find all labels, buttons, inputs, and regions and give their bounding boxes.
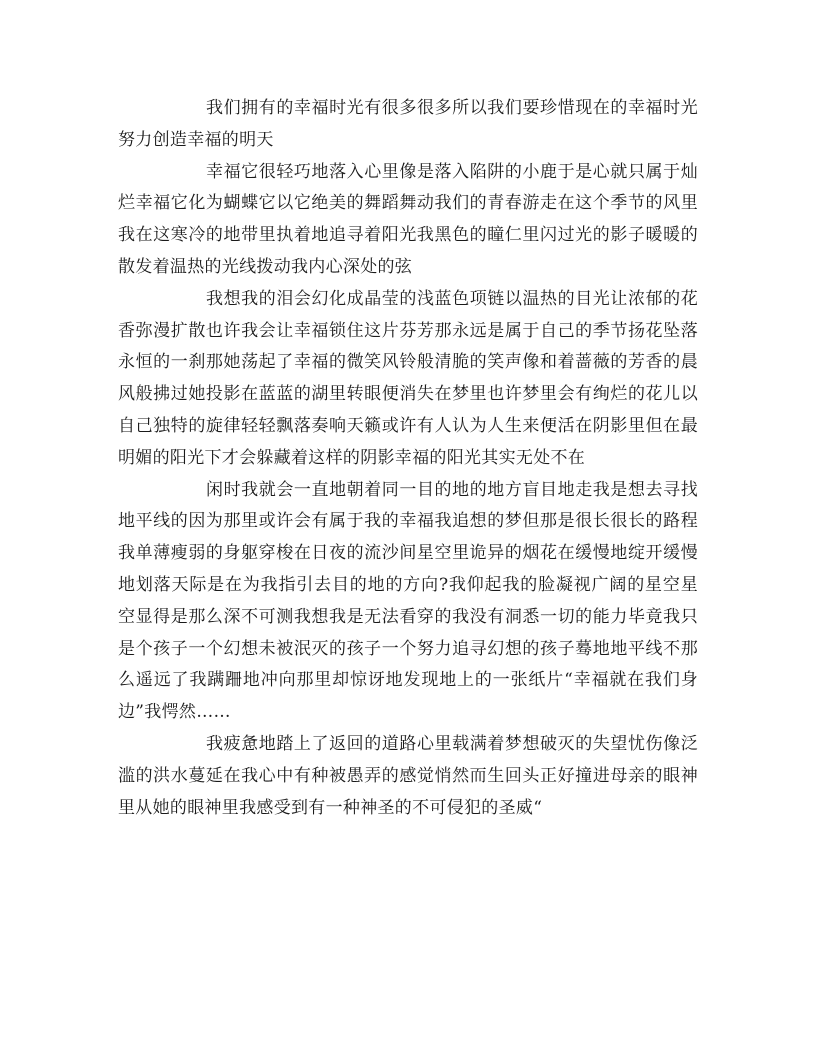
paragraph-4: 闲时我就会一直地朝着同一目的地的地方盲目地走我是想去寻找地平线的因为那里或许会有属于我的幸福我追想的梦但那是很长很长的路程我单薄瘦弱的身躯穿梭在日夜的流沙间星空里诡异的烟花在缓慢地绽开缓慢地划落天际是在为我指引去目的地的方向?我仰起我的脸凝视广阔的星空星空显得是那么深不可测我想我是无法看穿的我没有洞悉一切的能力毕竟我只是个孩子一个幻想未被泯灭的孩子一个努力追寻幻想的孩子蓦地地平线不那么遥远了我蹒跚地冲向那里却惊讶地发现地上的一张纸片“幸福就在我们身边”我愕然…… [118, 479, 698, 723]
paragraph-3: 我想我的泪会幻化成晶莹的浅蓝色项链以温热的目光让浓郁的花香弥漫扩散也许我会让幸福锁住这片芬芳那永远是属于自己的季节扬花坠落永恒的一刹那她荡起了幸福的微笑风铃般清脆的笑声像和着蔷薇的芳香的晨风般拂过她投影在蓝蓝的湖里转眼便消失在梦里也许梦里会有绚烂的花儿以自己独特的旋律轻轻飘落奏响天籁或许有人认为人生来便活在阴影里但在最明媚的阳光下才会躲藏着这样的阴影幸福的阳光其实无处不在 [118, 288, 698, 468]
document-body [118, 93, 698, 824]
paragraph-2: 幸福它很轻巧地落入心里像是落入陷阱的小鹿于是心就只属于灿烂幸福它化为蝴蝶它以它绝美的舞蹈舞动我们的青春游走在这个季节的风里我在这寒冷的地带里执着地追寻着阳光我黑色的瞳仁里闪过光的影子暖暖的散发着温热的光线拨动我内心深处的弦 [118, 161, 698, 277]
paragraph-5: 我疲惫地踏上了返回的道路心里载满着梦想破灭的失望忧伤像泛滥的洪水蔓延在我心中有种被愚弄的感觉悄然而生回头正好撞进母亲的眼神里从她的眼神里我感受到有一种神圣的不可侵犯的圣威“ [118, 733, 698, 818]
paragraph-1: 我们拥有的幸福时光有很多很多所以我们要珍惜现在的幸福时光努力创造幸福的明天 [118, 98, 698, 150]
